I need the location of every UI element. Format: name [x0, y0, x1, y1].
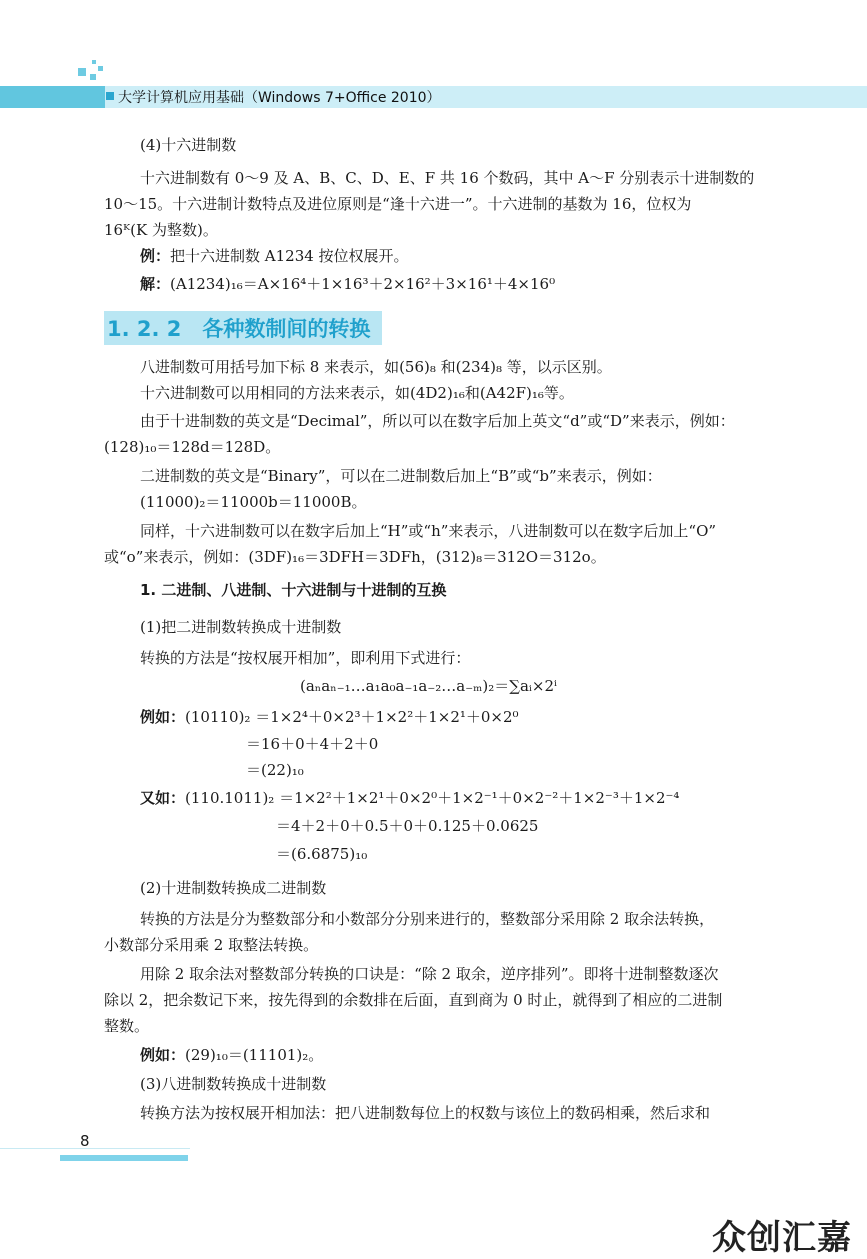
paragraph-line: 转换方法为按权展开相加法：把八进制数每位上的权数与该位上的数码相乘，然后求和 [140, 1104, 711, 1122]
formula-line: ＝16＋0＋4＋2＋0 [246, 735, 379, 753]
paragraph-line: 转换的方法是“按权展开相加”，即利用下式进行： [140, 649, 471, 667]
paragraph-line: (128)₁₀＝128d＝128D。 [104, 438, 281, 456]
paragraph-line: 转换的方法是分为整数部分和小数部分分别来进行的，整数部分采用除 2 取余法转换， [140, 910, 715, 928]
running-header-title: 大学计算机应用基础（Windows 7+Office 2010） [118, 90, 441, 106]
example-text: 把十六进制数 A1234 按位权展开。 [170, 247, 409, 265]
paragraph-line: 或“o”来表示，例如：(3DF)₁₆＝3DFH＝3DFh，(312)₈＝312O＝312o。 [104, 548, 606, 566]
example-label: 例如： [140, 708, 186, 726]
paragraph-line: 除以 2，把余数记下来，按先得到的余数排在后面，直到商为 0 时止，就得到了相应的二进制 [104, 991, 723, 1009]
paragraph-line: 小数部分采用乘 2 取整法转换。 [104, 936, 319, 954]
formula-line: ＝4＋2＋0＋0.5＋0＋0.125＋0.0625 [276, 817, 539, 835]
formula-text: (110.1011)₂ ＝1×2²＋1×2¹＋0×2⁰＋1×2⁻¹＋0×2⁻²＋1×2⁻³＋1×2⁻⁴ [185, 789, 680, 807]
subheading-hex: (4)十六进制数 [140, 136, 237, 154]
formula-text: (29)₁₀＝(11101)₂。 [185, 1046, 324, 1064]
paragraph-line: 十六进制数可以用相同的方法来表示，如(4D2)₁₆和(A42F)₁₆等。 [140, 384, 574, 402]
example-line [140, 1045, 323, 1065]
subsection-heading: 1. 二进制、八进制、十六进制与十进制的互换 [140, 581, 447, 599]
formula-line: ＝(22)₁₀ [246, 761, 304, 779]
paragraph-line: 八进制数可用括号加下标 8 来表示，如(56)₈ 和(234)₈ 等，以示区别。 [140, 358, 612, 376]
example-line [140, 788, 679, 808]
page-number: 8 [80, 1132, 90, 1150]
subheading-decimal-to-binary: (2)十进制数转换成二进制数 [140, 879, 327, 897]
paragraph-line: 十六进制数有 0～9 及 A、B、C、D、E、F 共 16 个数码，其中 A～F 分别表示十进制数的 [140, 169, 755, 187]
formula-text: (10110)₂ ＝1×2⁴＋0×2³＋1×2²＋1×2¹＋0×2⁰ [185, 708, 519, 726]
footer-rule [0, 1148, 190, 1149]
paragraph-line: (11000)₂＝11000b＝11000B。 [140, 493, 367, 511]
example-line [140, 246, 409, 266]
paragraph-line: 用除 2 取余法对整数部分转换的口诀是：“除 2 取余，逆序排列”。即将十进制整数逐次 [140, 965, 719, 983]
header-band-accent [0, 86, 105, 108]
formula-line: (aₙaₙ₋₁…a₁a₀a₋₁a₋₂…a₋ₘ)₂＝∑aᵢ×2ⁱ [300, 677, 558, 695]
paragraph-line: 16ᴷ(K 为整数)。 [104, 221, 218, 239]
solution-label: 解： [140, 275, 171, 293]
subheading-binary-to-decimal: (1)把二进制数转换成十进制数 [140, 618, 342, 636]
paragraph-line: 由于十进制数的英文是“Decimal”，所以可以在数字后加上英文“d”或“D”来表示，例如： [140, 412, 735, 430]
example-label: 例： [140, 247, 171, 265]
footer-bar [60, 1155, 188, 1161]
subheading-octal-to-decimal: (3)八进制数转换成十进制数 [140, 1075, 327, 1093]
paragraph-line: 二进制数的英文是“Binary”，可以在二进制数后加上“B”或“b”来表示，例如： [140, 467, 662, 485]
paragraph-line: 同样，十六进制数可以在数字后加上“H”或“h”来表示，八进制数可以在数字后加上“O” [140, 522, 717, 540]
example-label: 例如： [140, 1046, 186, 1064]
example-line [140, 707, 519, 727]
formula-line: ＝(6.6875)₁₀ [276, 845, 368, 863]
solution-formula: (A1234)₁₆＝A×16⁴＋1×16³＋2×16²＋3×16¹＋4×16⁰ [170, 275, 556, 293]
example-label: 又如： [140, 789, 186, 807]
paragraph-line: 整数。 [104, 1017, 150, 1035]
paragraph-line: 10～15。十六进制计数特点及进位原则是“逢十六进一”。十六进制的基数为 16，位权为 [104, 195, 692, 213]
watermark-logo: 众创汇嘉 [712, 1218, 852, 1258]
solution-line [140, 274, 555, 294]
header-bullet-icon [106, 92, 114, 100]
section-heading: 1. 2. 2 各种数制间的转换 [107, 317, 371, 341]
